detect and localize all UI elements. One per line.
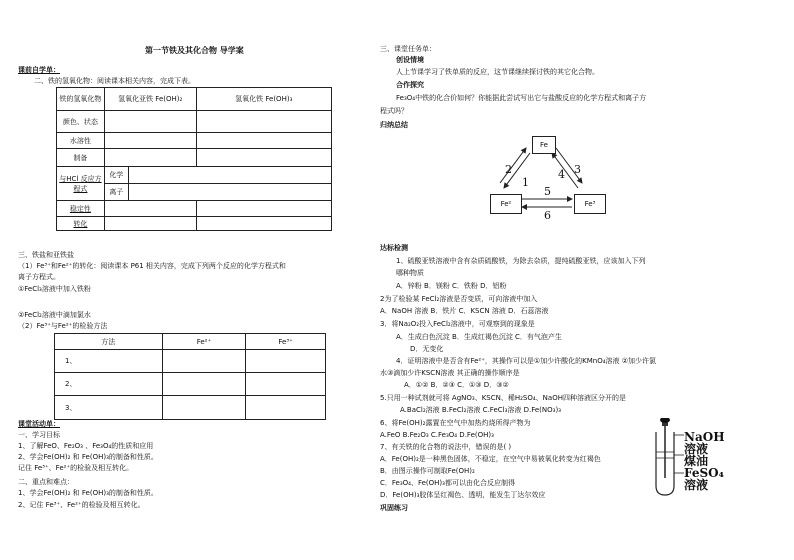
cooperation-text-cont: 程式吗？: [380, 107, 408, 115]
table-row-label: 制备: [57, 149, 105, 167]
table-header-cell: 铁的氢氧化物: [57, 88, 105, 111]
reaction-two: ②FeCl₂溶液中滴加氯水: [18, 311, 91, 319]
question-4-cont: 水③滴加少许KSCN溶液 其正确的操作顺序是: [380, 369, 520, 377]
context-heading: 创设情境: [396, 56, 424, 64]
table-cell[interactable]: [196, 201, 331, 217]
table-header-cell: Fe²⁺: [162, 334, 246, 350]
table-cell[interactable]: [196, 111, 331, 133]
arrow-label-1: 1: [522, 176, 529, 189]
question-6-options: A.FeO B.Fe₂O₃ C.Fe₃O₄ D.Fe(OH)₃: [380, 431, 494, 439]
table-cell[interactable]: [104, 111, 196, 133]
goal-item: 1、了解FeO、Fe₂O₃ 、Fe₃O₄的性质和应用: [18, 442, 154, 450]
table-header-cell: 氢氧化亚铁 Fe(OH)₂: [104, 88, 196, 111]
table-row-label: 2、: [55, 373, 163, 396]
table-row-label: 稳定性: [57, 201, 105, 217]
summary-heading: 归纳总结: [380, 121, 408, 129]
iron-conversion-diagram: [470, 128, 620, 228]
question-4: 4．证明溶液中是否含有Fe²⁺，其操作可以是①加少许酸化的KMnO₄溶液 ②加少许氯: [396, 357, 657, 365]
detection-heading: （2）Fe³⁺与Fe²⁺的检验方法: [18, 322, 108, 330]
cooperation-heading: 合作探究: [396, 81, 424, 89]
question-7: 7、有关铁的化合物的说法中，错误的是( ): [380, 443, 512, 451]
node-fe2: Fe²: [490, 194, 522, 214]
arrow-label-6: 6: [544, 209, 551, 222]
task-section-heading: 三、课堂任务单：: [380, 45, 436, 53]
pre-class-heading: 课前自学单：: [18, 66, 60, 74]
test-tube-apparatus: [650, 418, 770, 498]
table-cell[interactable]: [196, 217, 331, 231]
label-naoh: NaOH: [684, 430, 725, 444]
hydroxide-table: [56, 87, 332, 231]
node-fe: Fe: [532, 136, 556, 154]
table-cell[interactable]: [128, 184, 331, 201]
goal-item: 2、学会Fe(OH)₂ 和 Fe(OH)₃的制备和性质。: [18, 453, 158, 461]
context-text: 人上节课学习了铁单质的反应，这节课继续探讨铁的其它化合物。: [396, 68, 599, 76]
table-cell[interactable]: [128, 167, 331, 184]
table-cell[interactable]: [196, 149, 331, 167]
consolidation-heading: 巩固练习: [380, 504, 408, 512]
key-points-heading: 二、重点和难点：: [18, 478, 74, 486]
question-2-options: A．NaOH 溶液 B．铁片 C．KSCN 溶液 D．石蕊溶液: [380, 307, 549, 315]
para-conversion: （1）Fe³⁺和Fe²⁺的转化：阅读课本 P61 相关内容，完成下列两个反应的化学方程式和: [18, 262, 286, 270]
key-point-item: 2、记住 Fe³⁺、Fe²⁺的检验及相互转化。: [18, 501, 145, 509]
question-7-option-b: B．由图示操作可制取Fe(OH)₂: [380, 467, 475, 475]
table-cell[interactable]: [104, 149, 196, 167]
arrow-label-3: 3: [574, 163, 581, 176]
question-1-cont: 哪种物质: [396, 269, 424, 277]
section-three-heading: 三、铁盐和亚铁盐: [18, 251, 74, 259]
para-conversion-cont: 离子方程式。: [18, 273, 60, 281]
question-5-options: A.BaCl₂溶液 B.FeCl₂溶液 C.FeCl₃溶液 D.Fe(NO₃)₃: [400, 406, 561, 414]
question-7-option-a: A．Fe(OH)₂是一种黑色固体，不稳定，在空气中易被氧化转变为红褐色: [380, 455, 601, 463]
table-cell[interactable]: [104, 133, 196, 149]
table-sub-label: 化学: [104, 167, 128, 184]
table-row-label: 与HCl 反应方程式: [57, 167, 105, 201]
table-cell[interactable]: [196, 133, 331, 149]
question-1: 1、硫酸亚铁溶液中含有杂质硫酸铁，为除去杂质，提纯硫酸亚铁，应该加入下列: [396, 257, 646, 265]
table-row-label: 转化: [57, 217, 105, 231]
table-cell[interactable]: [246, 350, 326, 373]
node-fe3: Fe³: [574, 194, 606, 214]
table-row-label: 3、: [55, 396, 163, 420]
arrow-label-5: 5: [544, 185, 551, 198]
question-4-options: A．①② B．②③ C．①③ D．③②: [404, 381, 509, 389]
table-cell[interactable]: [162, 373, 246, 396]
label-kerosene: 煤油: [684, 454, 709, 468]
table-header-cell: 方法: [55, 334, 163, 350]
table-cell[interactable]: [104, 201, 196, 217]
label-solution-2: 溶液: [684, 478, 709, 492]
key-point-item: 1、学会Fe(OH)₂ 和 Fe(OH)₃的制备和性质。: [18, 489, 158, 497]
table-cell[interactable]: [104, 217, 196, 231]
question-7-option-c: C．Fe₃O₄、Fe(OH)₃都可以由化合反应制得: [380, 479, 515, 487]
label-feso4: FeSO₄: [684, 466, 724, 480]
table-sub-label: 离子: [104, 184, 128, 201]
cooperation-text: Fe₃O₄中铁的化合价如何？你能据此尝试写出它与盐酸反应的化学方程式和离子方: [396, 94, 647, 102]
table-row-label: 1、: [55, 350, 163, 373]
section-two-heading: 二、铁的氢氧化物：阅读课本相关内容，完成下表。: [34, 77, 195, 85]
table-cell[interactable]: [246, 396, 326, 420]
reaction-one: ①FeCl₃溶液中加入铁粉: [18, 285, 91, 293]
question-5: 5.只用一种试剂就可将 AgNO₃、KSCN、稀H₂SO₄、NaOH四种溶液区分开的是: [380, 394, 626, 402]
question-1-options: A．锌粉 B．镁粉 C．铁粉 D．铝粉: [396, 282, 507, 290]
goal-item: 记住 Fe³⁺、Fe²⁺的检验及相互转化。: [18, 464, 134, 472]
question-3: 3．将Na₂O₂投入FeCl₂溶液中，可观察到的现象是: [380, 320, 535, 328]
table-row-label: 颜色、状态: [57, 111, 105, 133]
table-cell[interactable]: [162, 396, 246, 420]
question-3-option-d: D．无变化: [410, 345, 444, 353]
table-header-cell: Fe³⁺: [246, 334, 326, 350]
table-row-label: 水溶性: [57, 133, 105, 149]
activity-heading: 课堂活动单：: [18, 420, 60, 428]
table-header-cell: 氢氧化铁 Fe(OH)₃: [196, 88, 331, 111]
page-title: 第一节铁及其化合物 导学案: [145, 46, 244, 55]
label-solution: 溶液: [684, 442, 709, 456]
arrow-label-4: 4: [558, 168, 565, 181]
question-7-option-d: D．Fe(OH)₃胶体呈红褐色、透明，能发生丁达尔效应: [380, 491, 546, 499]
goals-heading: 一、学习目标: [18, 431, 60, 439]
table-cell[interactable]: [246, 373, 326, 396]
table-cell[interactable]: [162, 350, 246, 373]
question-6: 6、将Fe(OH)₂露置在空气中加热灼烧所得产物为: [380, 419, 531, 427]
test-heading: 达标检测: [380, 244, 408, 252]
question-3-options: A．生成白色沉淀 B．生成红褐色沉淀 C．有气泡产生: [396, 333, 562, 341]
question-2: 2为了检验某 FeCl₂溶液是否变质，可向溶液中加入: [380, 295, 538, 303]
detection-table: [54, 333, 326, 420]
arrow-label-2: 2: [505, 163, 512, 176]
